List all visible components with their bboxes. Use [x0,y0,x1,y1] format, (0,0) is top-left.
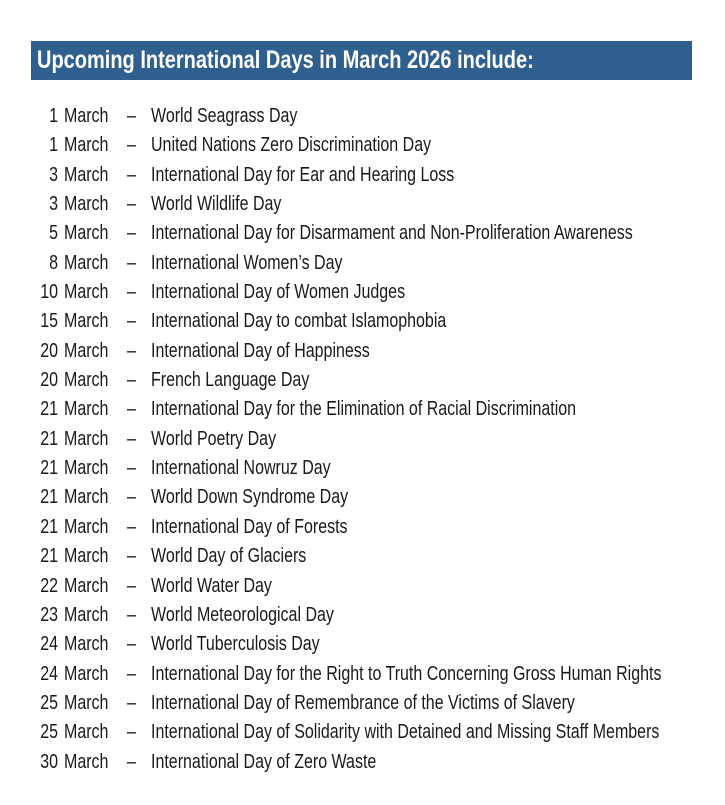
month-label: March [64,134,109,157]
list-item [0,486,725,515]
observance-name: French Language Day [151,369,310,392]
international-days-list [0,105,725,780]
list-item [0,663,725,692]
month-label: March [64,633,109,656]
month-label: March [64,457,109,480]
month-label: March [64,163,109,186]
observance-name: World Seagrass Day [151,105,298,127]
month-label: March [64,310,109,333]
list-item [0,604,725,633]
section-header [31,41,692,80]
list-item [0,545,725,574]
list-item [0,164,725,193]
day-number: 22 [40,574,58,597]
list-item [0,252,725,281]
observance-name: International Day for the Elimination of Racial Discrimination [151,398,577,421]
observance-name: International Day of Women Judges [151,281,406,304]
separator-dash: – [127,750,136,773]
list-item [0,751,725,780]
month-label: March [64,369,109,392]
day-number: 30 [40,750,58,773]
month-label: March [64,486,109,509]
day-number: 24 [40,662,58,685]
month-label: March [64,105,109,127]
observance-name: World Wildlife Day [151,193,282,216]
day-number: 10 [40,281,58,304]
list-item [0,398,725,427]
day-number: 5 [49,222,58,245]
separator-dash: – [127,222,136,245]
day-number: 24 [40,633,58,656]
list-item [0,457,725,486]
separator-dash: – [127,281,136,304]
day-number: 25 [40,721,58,744]
day-number: 21 [40,545,58,568]
separator-dash: – [127,339,136,362]
list-item [0,692,725,721]
separator-dash: – [127,134,136,157]
observance-name: World Meteorological Day [151,603,334,626]
separator-dash: – [127,633,136,656]
separator-dash: – [127,603,136,626]
observance-name: International Day for Disarmament and Non-Proliferation Awareness [151,222,633,245]
list-item [0,633,725,662]
separator-dash: – [127,515,136,538]
day-number: 1 [49,134,58,157]
month-label: March [64,721,109,744]
month-label: March [64,427,109,450]
observance-name: International Nowruz Day [151,457,331,480]
separator-dash: – [127,457,136,480]
list-item [0,428,725,457]
observance-name: International Day to combat Islamophobia [151,310,447,333]
separator-dash: – [127,193,136,216]
day-number: 23 [40,603,58,626]
separator-dash: – [127,251,136,274]
observance-name: World Poetry Day [151,427,277,450]
day-number: 8 [49,251,58,274]
month-label: March [64,339,109,362]
observance-name: International Day of Happiness [151,339,370,362]
observance-name: International Day of Zero Waste [151,750,377,773]
observance-name: International Women’s Day [151,251,343,274]
month-label: March [64,750,109,773]
day-number: 1 [49,105,58,127]
observance-name: World Down Syndrome Day [151,486,349,509]
month-label: March [64,515,109,538]
day-number: 21 [40,486,58,509]
month-label: March [64,691,109,714]
observance-name: World Day of Glaciers [151,545,307,568]
month-label: March [64,574,109,597]
separator-dash: – [127,662,136,685]
list-item [0,310,725,339]
observance-name: United Nations Zero Discrimination Day [151,134,432,157]
day-number: 21 [40,398,58,421]
day-number: 3 [49,193,58,216]
separator-dash: – [127,310,136,333]
month-label: March [64,398,109,421]
observance-name: International Day for the Right to Truth Concerning Gross Human Rights [151,662,662,685]
day-number: 15 [40,310,58,333]
separator-dash: – [127,369,136,392]
month-label: March [64,251,109,274]
separator-dash: – [127,427,136,450]
day-number: 25 [40,691,58,714]
day-number: 20 [40,339,58,362]
month-label: March [64,662,109,685]
month-label: March [64,545,109,568]
month-label: March [64,603,109,626]
day-number: 21 [40,427,58,450]
separator-dash: – [127,545,136,568]
list-item [0,193,725,222]
observance-name: World Tuberculosis Day [151,633,320,656]
list-item [0,721,725,750]
day-number: 3 [49,163,58,186]
list-item [0,340,725,369]
list-item [0,575,725,604]
separator-dash: – [127,691,136,714]
month-label: March [64,281,109,304]
separator-dash: – [127,398,136,421]
list-item [0,105,725,134]
list-item [0,516,725,545]
month-label: March [64,193,109,216]
day-number: 21 [40,457,58,480]
observance-name: International Day of Remembrance of the Victims of Slavery [151,691,575,714]
separator-dash: – [127,105,136,127]
header-title: Upcoming International Days in March 2026 include: [37,46,534,74]
list-item [0,369,725,398]
separator-dash: – [127,163,136,186]
list-item [0,134,725,163]
observance-name: International Day of Forests [151,515,348,538]
list-item [0,281,725,310]
month-label: March [64,222,109,245]
separator-dash: – [127,574,136,597]
list-item [0,222,725,251]
observance-name: International Day of Solidarity with Detained and Missing Staff Members [151,721,660,744]
observance-name: World Water Day [151,574,272,597]
day-number: 21 [40,515,58,538]
separator-dash: – [127,721,136,744]
day-number: 20 [40,369,58,392]
separator-dash: – [127,486,136,509]
observance-name: International Day for Ear and Hearing Loss [151,163,455,186]
